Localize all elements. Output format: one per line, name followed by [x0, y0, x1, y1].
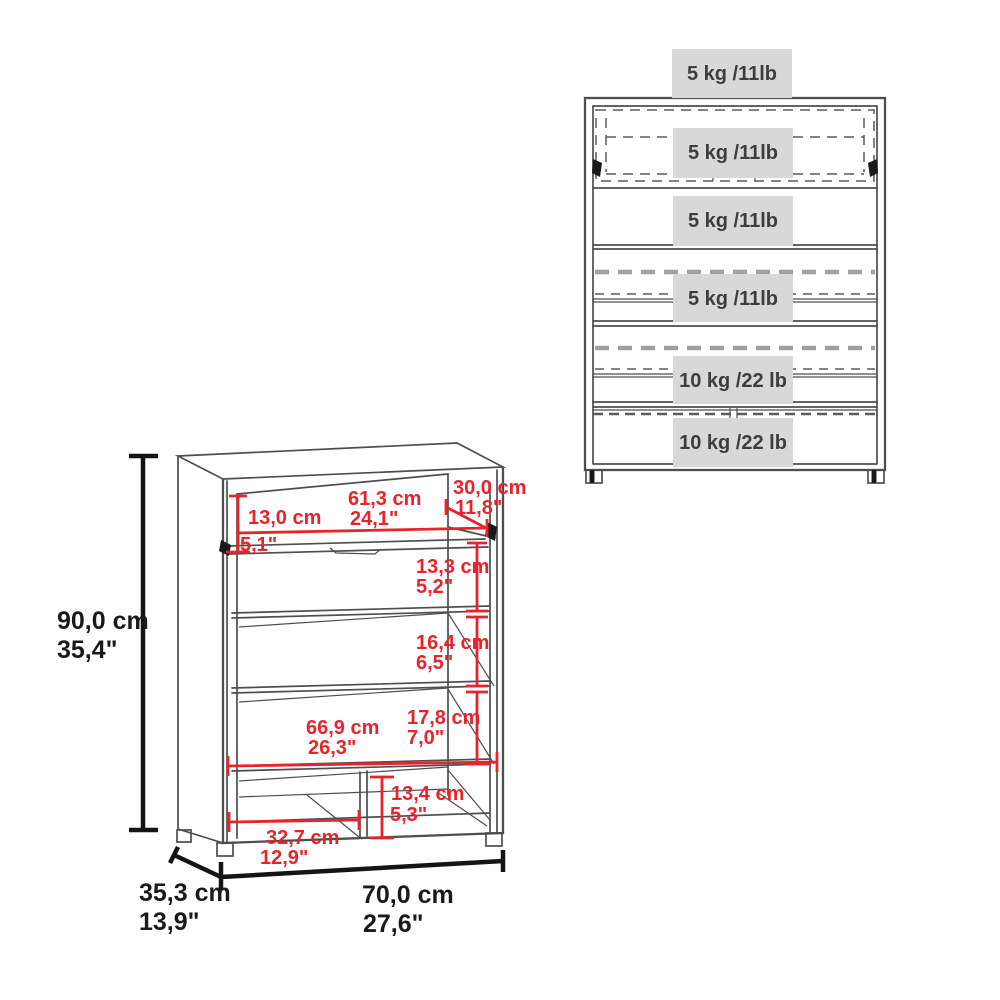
dim-gap-top-cm: 13,3 cm: [416, 556, 490, 578]
dim-drawer-height-cm: 13,0 cm: [248, 507, 322, 529]
dim-width-cm: 70,0 cm: [362, 881, 454, 909]
dim-width-label: [362, 881, 454, 938]
dim-inner-width-in: 26,3": [308, 737, 357, 759]
dim-cubby-width-label: [260, 827, 339, 869]
dim-drawer-width-cm: 61,3 cm: [348, 488, 422, 510]
dim-top-depth-in: 11,8": [455, 497, 503, 519]
dim-depth-line: [170, 847, 221, 877]
capacity-text-shelf-3: 10 kg /22 lb: [679, 370, 787, 392]
dim-gap-lower-label: [407, 707, 480, 749]
hinge-left-icon: [219, 540, 231, 556]
dim-gap-middle-cm: 16,4 cm: [416, 632, 490, 654]
dim-inner-width-cm: 66,9 cm: [306, 717, 380, 739]
dim-cubby-height-in: 5,3": [390, 804, 428, 826]
dim-top-depth-cm: 30,0 cm: [453, 477, 527, 499]
dim-inner-width-label: [306, 717, 379, 759]
dim-height-line: [129, 456, 158, 830]
exploded-dimension-view: [57, 443, 526, 938]
dim-depth-cm: 35,3 cm: [139, 879, 231, 907]
cabinet-foot: [586, 470, 884, 483]
dim-cubby-width-cm: 32,7 cm: [266, 827, 340, 849]
capacity-text-top-surface: 5 kg /11lb: [686, 63, 778, 85]
dim-depth-label: [139, 879, 231, 936]
capacity-label-shelf-3: [673, 356, 793, 404]
dim-height-cm: 90,0 cm: [57, 607, 149, 635]
dim-cubby-width-in: 12,9": [260, 847, 309, 869]
dim-height-in: 35,4": [57, 636, 118, 664]
dim-gap-middle-in: 6,5": [416, 652, 454, 674]
dim-gap-lower-cm: 17,8 cm: [407, 707, 481, 729]
dim-drawer-height-in: 5,1": [240, 534, 278, 556]
dim-gap-lower-in: 7,0": [407, 727, 445, 749]
capacity-text-bottom-shelf: 10 kg /22 lb: [679, 432, 787, 454]
capacity-text-drawer: 5 kg /11lb: [687, 142, 779, 164]
dim-depth-in: 13,9": [139, 908, 200, 936]
dim-height-label: [57, 607, 149, 664]
capacity-text-shelf-1: 5 kg /11lb: [687, 210, 779, 232]
dim-drawer-width-in: 24,1": [350, 508, 399, 530]
dim-gap-top-in: 5,2": [416, 576, 454, 598]
dim-width-in: 27,6": [363, 910, 424, 938]
capacity-label-shelf-2: [673, 274, 793, 322]
capacity-label-top-surface: [672, 49, 792, 98]
dim-cubby-height-label: [390, 783, 464, 826]
dim-top-depth-label: [453, 477, 526, 519]
capacity-label-bottom-shelf: [673, 418, 793, 467]
dim-drawer-width-label: [348, 488, 421, 530]
capacity-label-shelf-1: [673, 196, 793, 246]
capacity-label-drawer: [673, 128, 793, 178]
capacity-text-shelf-2: 5 kg /11lb: [687, 288, 779, 310]
front-capacity-view: [585, 49, 885, 483]
dim-cubby-height-cm: 13,4 cm: [391, 783, 465, 805]
